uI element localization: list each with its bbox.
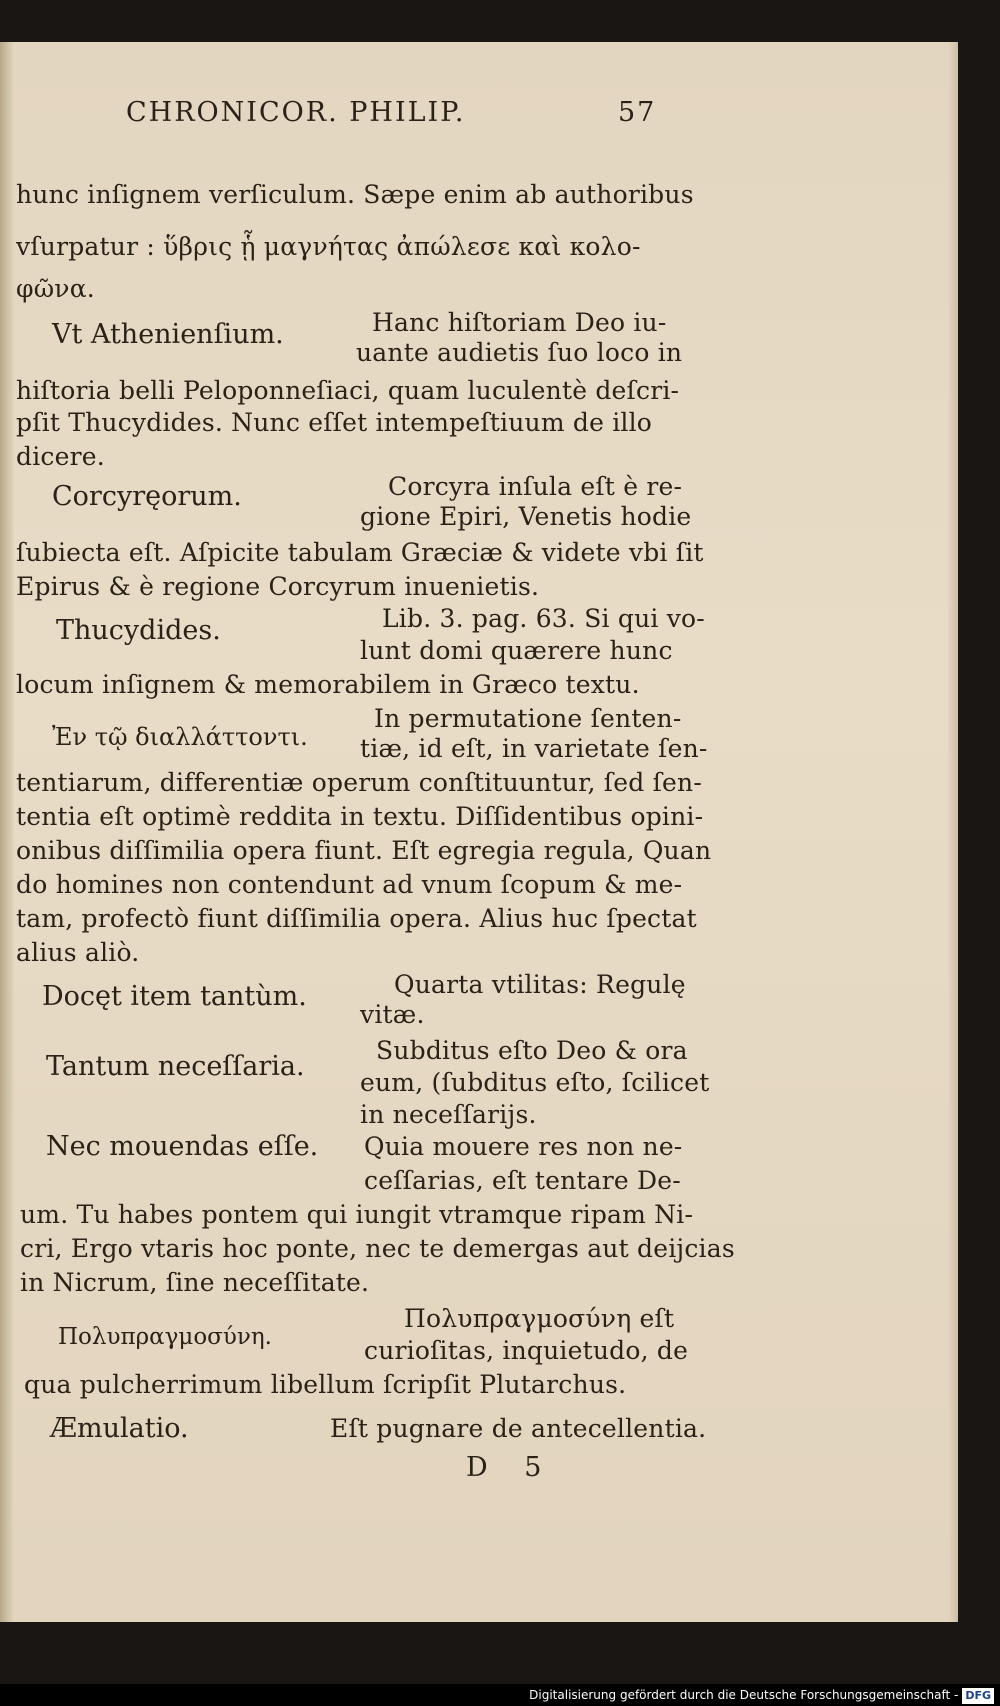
text-line: tiæ, id eſt, in varietate ſen- xyxy=(360,734,708,763)
text-line: cri, Ergo vtaris hoc ponte, nec te demergas aut deijcias xyxy=(20,1234,735,1263)
text-line: φῶνα. xyxy=(16,274,95,303)
text-line: vitæ. xyxy=(360,1000,425,1029)
text-line: Quarta vtilitas: Regulę xyxy=(394,970,686,999)
text-line: tam, profectò fiunt diſſimilia opera. Alius huc ſpectat xyxy=(16,904,697,933)
text-line: qua pulcherrimum libellum ſcripſit Plutarchus. xyxy=(24,1370,627,1399)
marginal-note: Tantum neceſſaria. xyxy=(46,1051,305,1082)
text-line: hiſtoria belli Peloponneſiaci, quam luculentè deſcri- xyxy=(16,376,680,405)
marginal-note: Thucydides. xyxy=(56,615,221,646)
text-line: tentia eſt optimè reddita in textu. Diſſidentibus opini- xyxy=(16,802,704,831)
text-line: Eſt pugnare de antecellentia. xyxy=(330,1414,707,1443)
text-line: Epirus & è regione Corcyrum inuenietis. xyxy=(16,572,540,601)
marginal-note: Ἐν τῷ διαλλάττοντι. xyxy=(52,723,308,751)
text-line: in neceſſarijs. xyxy=(360,1100,537,1129)
marginal-note: Πολυπραγμοσύνη. xyxy=(58,1324,272,1350)
text-line: curioſitas, inquietudo, de xyxy=(364,1336,689,1365)
text-line: onibus diſſimilia opera fiunt. Eſt egregia regula, Quan xyxy=(16,836,712,865)
text-line: Hanc hiſtoriam Deo iu- xyxy=(372,308,667,337)
digitization-footer xyxy=(0,1684,1000,1706)
text-line: ſubiecta eſt. Aſpicite tabulam Græciæ & videte vbi ſit xyxy=(16,538,704,567)
signature-mark: D 5 xyxy=(466,1452,556,1483)
book-page xyxy=(0,42,958,1622)
text-line: Lib. 3. pag. 63. Si qui vo- xyxy=(382,604,705,633)
text-line: tentiarum, differentiæ operum conſtituuntur, ſed ſen- xyxy=(16,768,702,797)
text-line: eum, (ſubditus eſto, ſcilicet xyxy=(360,1068,710,1097)
page-edge xyxy=(948,42,958,1622)
text-line: Corcyra inſula eſt è re- xyxy=(388,472,683,501)
text-line: do homines non contendunt ad vnum ſcopum & me- xyxy=(16,870,683,899)
text-line: dicere. xyxy=(16,442,105,471)
marginal-note: Æmulatio. xyxy=(50,1413,189,1444)
text-line: hunc inſignem verſiculum. Sæpe enim ab authoribus xyxy=(16,180,694,209)
text-line: In permutatione ſenten- xyxy=(374,704,682,733)
text-line: um. Tu habes pontem qui iungit vtramque ripam Ni- xyxy=(20,1200,694,1229)
text-line: ceſſarias, eſt tentare De- xyxy=(364,1166,681,1195)
marginal-note: Nec mouendas eſſe. xyxy=(46,1131,319,1162)
text-line: pſit Thucydides. Nunc eſſet intempeſtiuum de illo xyxy=(16,408,653,437)
running-header: CHRONICOR. PHILIP. xyxy=(126,97,466,128)
marginal-note: Corcyręorum. xyxy=(52,481,242,512)
text-line: uante audietis ſuo loco in xyxy=(356,338,683,367)
text-line: gione Epiri, Venetis hodie xyxy=(360,502,692,531)
text-line: in Nicrum, ſine neceſſitate. xyxy=(20,1268,370,1297)
marginal-note: Docęt item tantùm. xyxy=(42,981,307,1012)
text-line: Quia mouere res non ne- xyxy=(364,1132,683,1161)
footer-text: Digitalisierung gefördert durch die Deutsche Forschungsgemeinschaft - xyxy=(529,1688,959,1702)
page-number: 57 xyxy=(618,97,657,128)
text-line: vſurpatur : ὕβρις ᾗ μαγνήτας ἀπώλεσε καὶ κολο- xyxy=(16,232,641,261)
text-line: Πολυπραγμοσύνη eſt xyxy=(404,1304,675,1333)
dfg-logo: DFG xyxy=(962,1688,994,1704)
text-line: alius aliò. xyxy=(16,938,140,967)
text-line: lunt domi quærere hunc xyxy=(360,636,673,665)
marginal-note: Vt Athenienſium. xyxy=(52,319,284,350)
text-line: Subditus eſto Deo & ora xyxy=(376,1036,688,1065)
page-gutter-shadow xyxy=(0,42,14,1622)
text-line: locum inſignem & memorabilem in Græco textu. xyxy=(16,670,640,699)
